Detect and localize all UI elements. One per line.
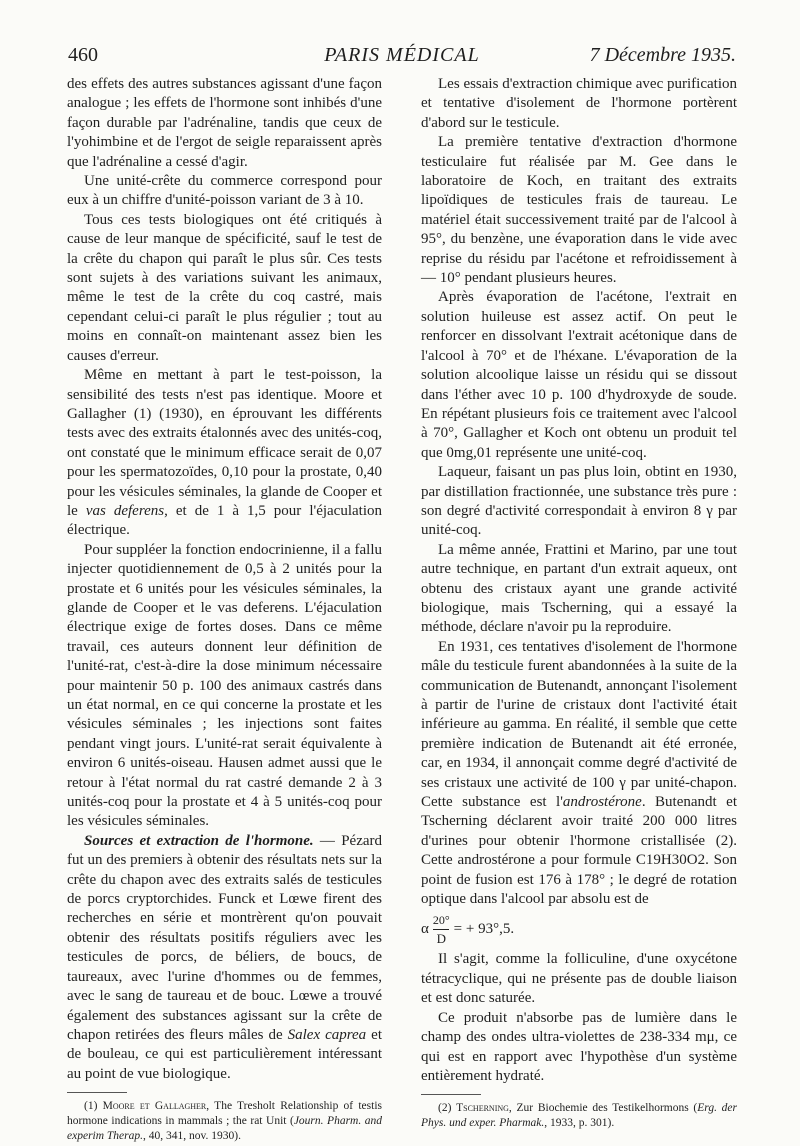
formula-alpha: α — [421, 921, 429, 938]
formula-numerator: 20° — [432, 913, 450, 928]
italic-term: androstérone — [562, 794, 642, 811]
footnote-journal: Journ. Pharm. and experim Therap. — [67, 1115, 383, 1143]
paragraph: Il s'agit, comme la folliculine, d'une oxycétone tétracyclique, qui ne présente pas de double liaison et est donc saturée. — [421, 951, 737, 1007]
footnote-number: (1) — [84, 1100, 103, 1113]
formula-value: = + 93°,5. — [453, 921, 515, 938]
text-run: et de bouleau, ce qui est particulièrement intéressant au point de vue biologique. — [67, 1026, 382, 1082]
footnote-authors: Tscherning, — [456, 1102, 512, 1115]
paragraph: La première tentative d'extraction d'hormone testiculaire fut réalisée par M. Gee dans le laboratoire de Koch, en traitant des extraits lipoïdiques de testicules frais de taureau. Le matériel était successivement traité par de l'alcool à 95°, du benzène, une évaporation dans le vide avec reprise du résidu par l'acétone et refroidissement à — 10° pendant plusieurs heures. — [421, 134, 737, 287]
paragraph: La même année, Frattini et Marino, par une tout autre technique, en partant d'un extrait aqueux, ont obtenu des cristaux ayant une grande activité biologique, mais Tscherning, qui a essayé la méthode, déclare n'avoir pu la reproduire. — [421, 541, 737, 636]
footnote-tail: , 40, 341, nov. 1930). — [143, 1130, 241, 1143]
paragraph: Une unité-crête du commerce correspond pour eux à un chiffre d'unité-poisson variant de 3 à 10. — [67, 173, 382, 209]
paragraph — [67, 366, 382, 541]
formula-denominator: D — [436, 931, 446, 947]
footnote — [67, 1099, 382, 1144]
fraction-bar — [433, 929, 449, 930]
text-run: Même en mettant à part le test-poisson, la sensibilité des tests n'est pas identique. Moore et Gallagher (1) (1930), en éprouvant les différents tests avec des extraits étalonnés avec des unités-coq, ont constaté que le minimum efficace serait de 0,07 pour les spermatozoïdes, 0,10 pour la prostate, 0,40 pour les vésicules séminales, la glande de Cooper et le — [67, 367, 382, 519]
footnote-tail: , 1933, p. 301). — [544, 1117, 615, 1130]
footnote-divider — [67, 1092, 127, 1093]
text-run: En 1931, ces tentatives d'isolement de l'hormone mâle du testicule furent abandonnées à la suite de la communication de Butenandt, annonçant l'isolement à partir de l'urine de cristaux dont l'activité était inférieure au gamma. En réalité, il semble que cette première indication de Butenandt ait été erronée, car, en 1934, il annonçait comme degré d'activité de ses cristaux une activité de 100 γ par unité-chapon. Cette substance est l' — [421, 638, 737, 811]
journal-title: PARIS MÉDICAL — [324, 44, 480, 66]
text-run: . Butenandt et Tscherning déclarent avoir traité 200 000 litres d'urines pour obtenir l'hormone cristallisée (2). Cette androstérone a pour formule C19H30O2. Son point de fusion est 176 à 178° ; le degré de rotation optique dans l'alcool par absolu est de — [421, 794, 737, 908]
running-header — [68, 44, 736, 70]
rotation-formula — [421, 913, 737, 946]
footnote-divider — [421, 1094, 481, 1095]
italic-term: vas deferens — [85, 502, 165, 519]
paragraph: Après évaporation de l'acétone, l'extrait en solution huileuse est assez actif. On peut le renforcer en dissolvant l'extrait acétonique dans de l'alcool à 70° et de l'héxane. L'évaporation de la solution alcoolique laisse un résidu qui se dissout dans l'éther avec 10 p. 100 d'hydroxyde de soude. En répétant plusieurs fois ce traitement avec l'alcool à 70°, Gallagher et Koch ont obtenu un produit tel que 0mg,01 représente une unité-coq. — [421, 289, 737, 461]
paragraph: Les essais d'extraction chimique avec purification et tentative d'isolement de l'hormone portèrent d'abord sur le testicule. — [421, 76, 737, 131]
italic-term: Salex caprea — [287, 1026, 367, 1043]
footnote-journal: Erg. der Phys. und exper. Pharmak. — [421, 1102, 737, 1130]
footnote-text: The Tresholt Relationship of testis hormone indications in mammals ; the rat Unit ( — [67, 1100, 382, 1128]
paragraph: Pour suppléer la fonction endocrinienne, il a fallu injecter quotidiennement de 0,5 à 2 unités pour la prostate et 6 unités pour les vésicules séminales, la glande de Cooper et le vas deferens. L'éjaculation électrique exige de fortes doses. Dans ce même travail, ces auteurs donnent leur définition de l'unité-rat, c'est-à-dire la dose minimum nécessaire pour maintenir 50 p. 100 des animaux castrés dans un état normal, en ce qui concerne la prostate et les vésicules séminales ; les injections sont faites pendant vingt jours. L'unité-rat serait équivalente à environ 6 unités-oiseau. Hausen admet aussi que le retour à l'état normal du rat castré demande 2 à 3 unités-coq pour la prostate et 4 à 5 unités-coq pour les vésicules séminales. — [67, 541, 382, 830]
left-column — [67, 75, 382, 1144]
text-run: — Pézard fut un des premiers à obtenir des résultats nets sur la crête du chapon avec des extraits salés de testicules de porcs cryptorchides. Funck et Lœwe firent des recherches en série et montrèrent qu'on pouvait obtenir des résultats positifs réguliers avec les testicules de porcs, de béliers, de boucs, de taureaux, avec l'urine d'hommes ou de femmes, avec le sang de taureau et de bouc. Lœwe a trouvé également des substances agissant sur la crête de chapon retirées des fleurs mâles de — [67, 832, 382, 1043]
paragraph — [67, 832, 382, 1084]
paragraph: des effets des autres substances agissant d'une façon analogue ; les effets de l'hormone sont inhibés d'une façon durable par l'adrénaline, tandis que ceux de l'yohimbine et de l'ergot de seigle reparaissent après que l'adrénaline a cessé d'agir. — [67, 76, 382, 170]
footnote — [421, 1101, 737, 1131]
paragraph — [421, 638, 737, 910]
right-column — [421, 75, 737, 1131]
paragraph: Tous ces tests biologiques ont été critiqués à cause de leur manque de spécificité, sauf le test de la crête du chapon qui paraît le plus sûr. Ces tests sont sujets à des variations suivant les animaux, même le test de la crête du coq castré, mais cependant celui-ci paraît le plus régulier ; tout au moins en connaît-on maintenant assez bien les causes d'erreur. — [67, 211, 382, 364]
paragraph: Ce produit n'absorbe pas de lumière dans le champ des ondes ultra-violettes de 238-334 mμ, ce qui est en rapport avec l'hypothèse d'un système entièrement hydraté. — [421, 1009, 737, 1084]
text-run: , et de 1 à 1,5 pour l'éjaculation électrique. — [67, 502, 382, 539]
issue-date: 7 Décembre 1935. — [589, 44, 736, 66]
footnote-text: Zur Biochemie des Testikelhormons ( — [511, 1102, 698, 1115]
formula-fraction — [433, 913, 450, 946]
paragraph: Laqueur, faisant un pas plus loin, obtint en 1930, par distillation fractionnée, une substance très pure : son degré d'activité correspondait à environ 8 γ par unité-coq. — [421, 464, 737, 539]
page-number: 460 — [68, 44, 98, 66]
footnote-number: (2) — [438, 1102, 457, 1115]
section-heading: Sources et extraction de l'hormone. — [84, 832, 314, 849]
footnote-authors: Moore et Gallagher, — [102, 1100, 210, 1113]
